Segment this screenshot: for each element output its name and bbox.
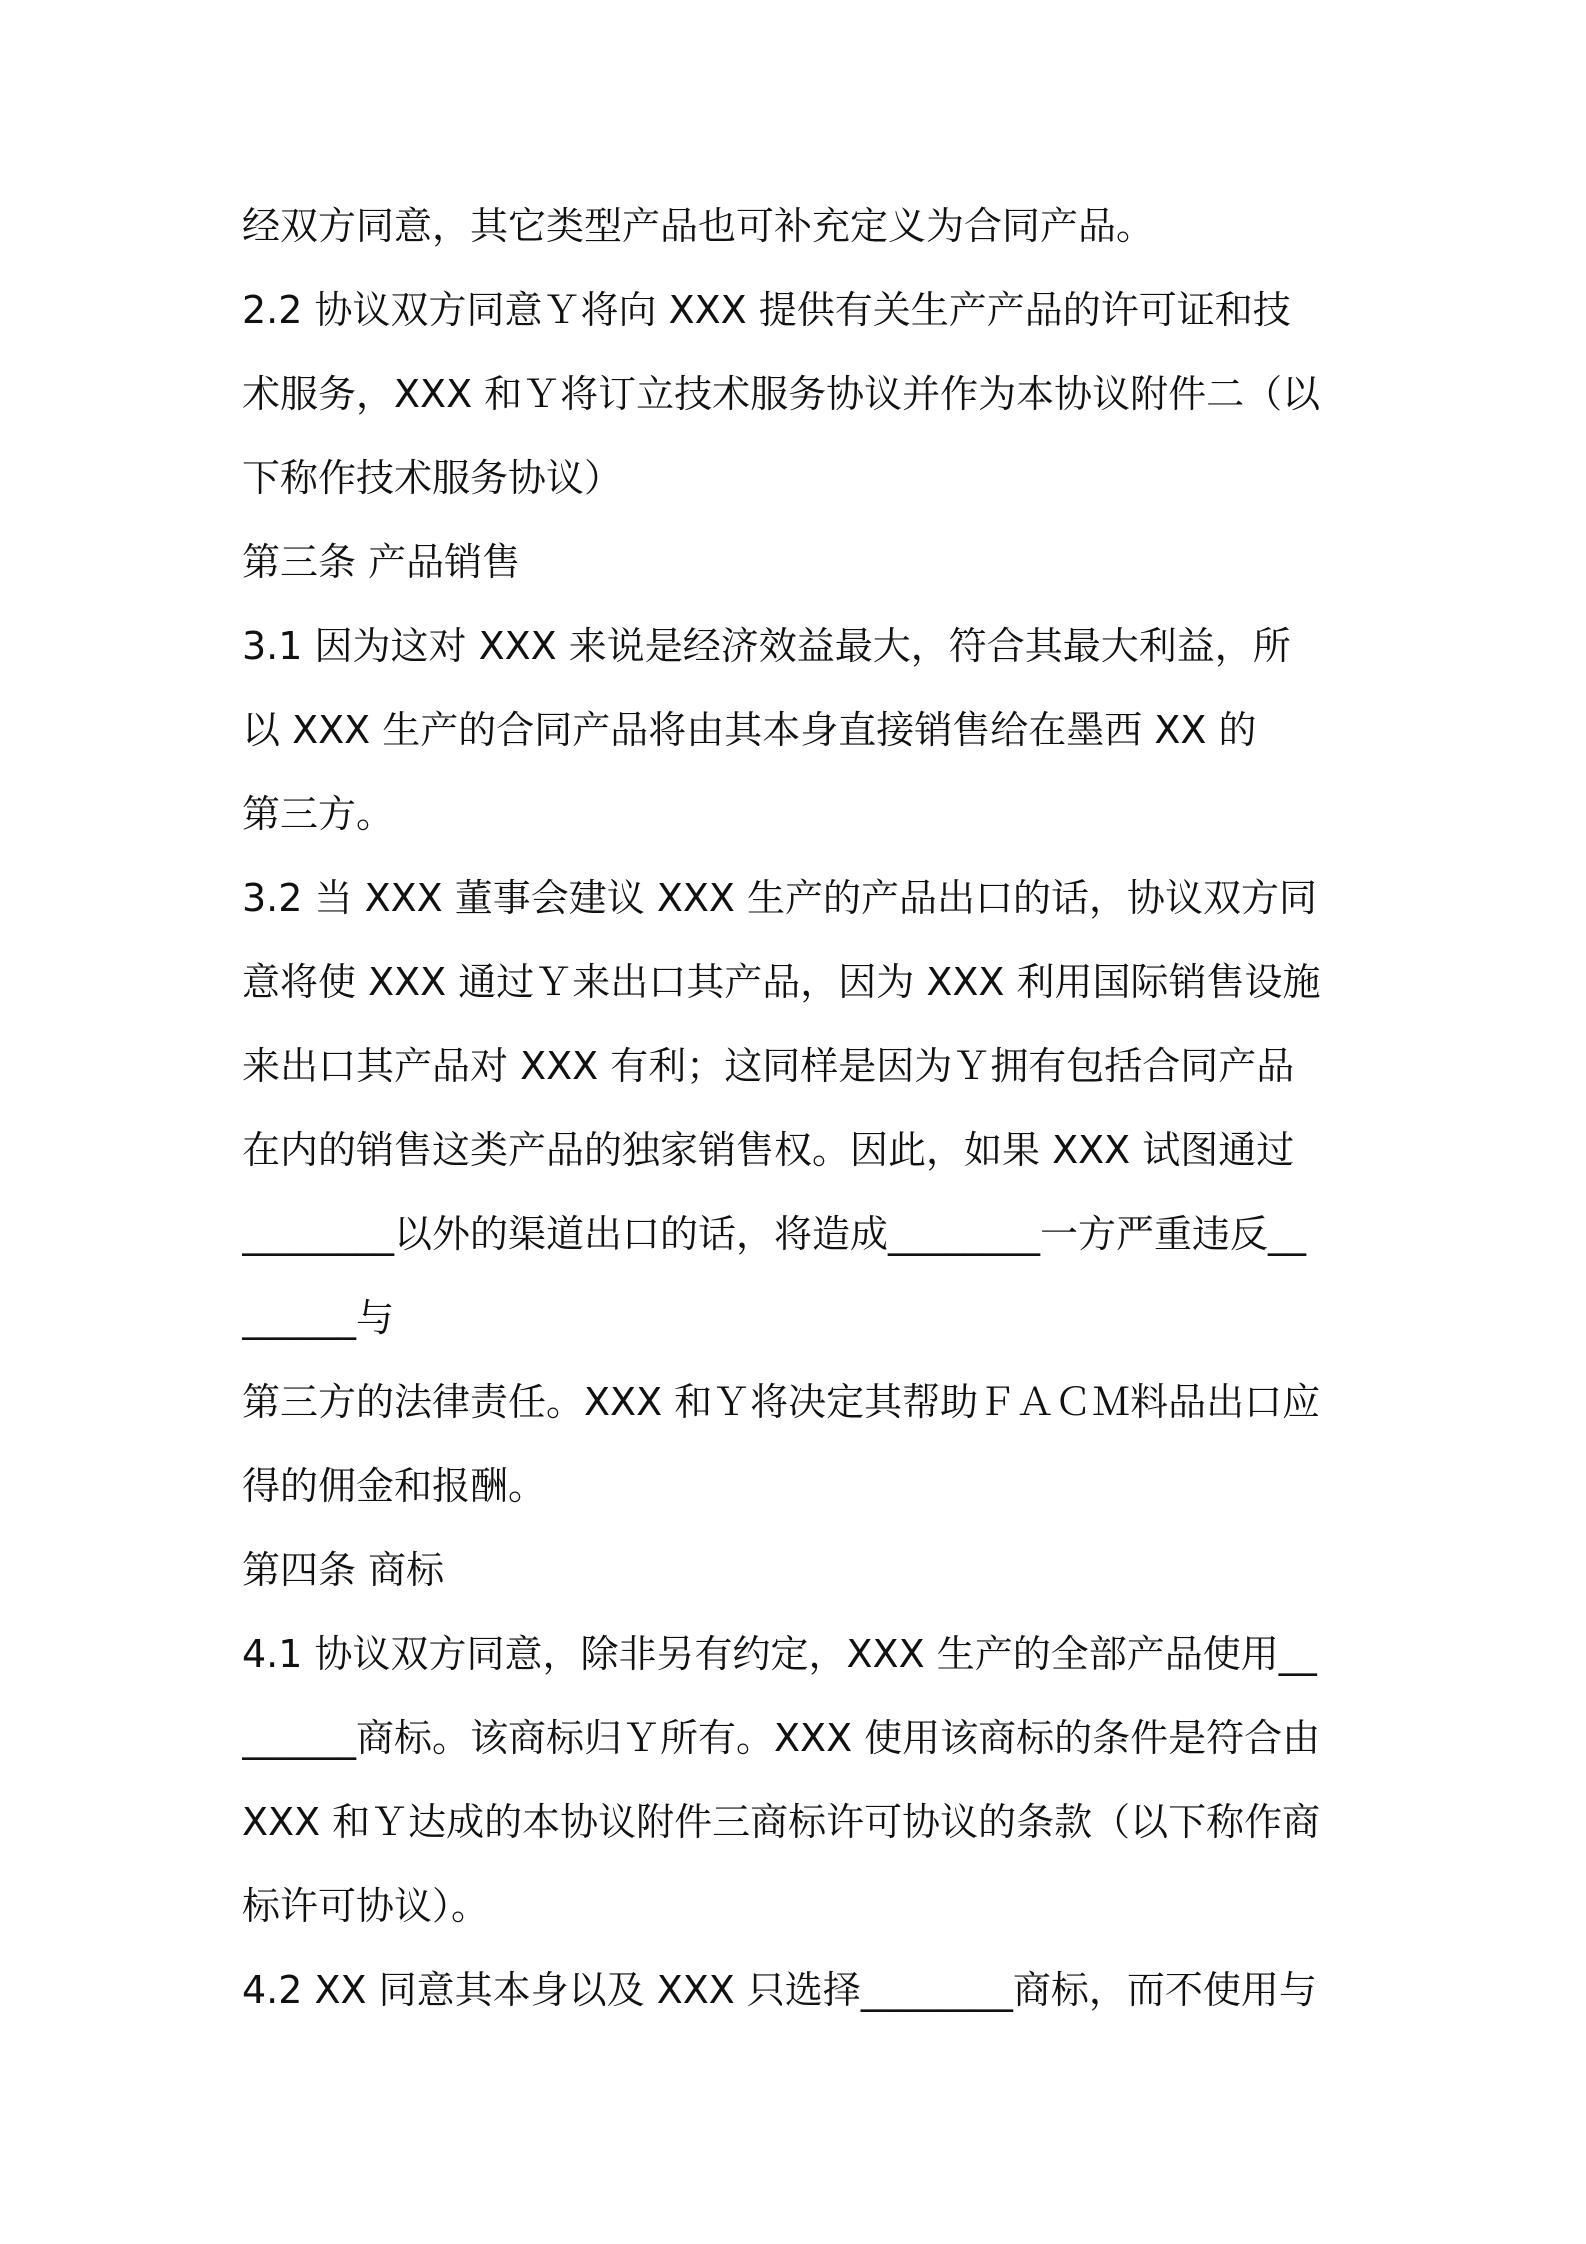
text-line: 3.1 因为这对 XXX 来说是经济效益最大，符合其最大利益，所 [242,624,1291,668]
text-line: 3.2 当 XXX 董事会建议 XXX 生产的产品出口的话，协议双方同 [242,876,1318,920]
text-line: 下称作技术服务协议） [242,456,623,500]
text-line: 来出口其产品对 XXX 有利；这同样是因为Ｙ拥有包括合同产品 [242,1044,1295,1088]
text-line: 4.2 XX 同意其本身以及 XXX 只选择________商标，而不使用与 [242,1968,1317,2012]
text-line: 第三方的法律责任。XXX 和Ｙ将决定其帮助ＦＡＣＭ料品出口应 [242,1380,1321,1424]
text-line: XXX 和Ｙ达成的本协议附件三商标许可协议的条款（以下称作商 [242,1800,1321,1844]
text-line: 4.1 协议双方同意，除非另有约定，XXX 生产的全部产品使用__ [242,1632,1317,1676]
section-heading: 第四条 商标 [242,1548,445,1592]
text-line: 术服务，XXX 和Ｙ将订立技术服务协议并作为本协议附件二（以 [242,372,1321,416]
text-line: ______商标。该商标归Ｙ所有。XXX 使用该商标的条件是符合由 [242,1716,1321,1760]
text-line: 经双方同意，其它类型产品也可补充定义为合同产品。 [242,204,1155,248]
text-line: ________以外的渠道出口的话，将造成________一方严重违反__ [242,1212,1307,1256]
text-line: ______与 [242,1296,395,1340]
text-line: 第三方。 [242,792,395,836]
text-line: 得的佣金和报酬。 [242,1464,547,1508]
text-line: 2.2 协议双方同意Ｙ将向 XXX 提供有关生产产品的许可证和技 [242,288,1291,332]
section-heading: 第三条 产品销售 [242,540,521,584]
text-line: 标许可协议）。 [242,1884,490,1928]
text-line: 以 XXX 生产的合同产品将由其本身直接销售给在墨西 XX 的 [242,708,1257,752]
text-line: 意将使 XXX 通过Ｙ来出口其产品，因为 XXX 利用国际销售设施 [242,960,1321,1004]
text-line: 在内的销售这类产品的独家销售权。因此，如果 XXX 试图通过 [242,1128,1295,1172]
